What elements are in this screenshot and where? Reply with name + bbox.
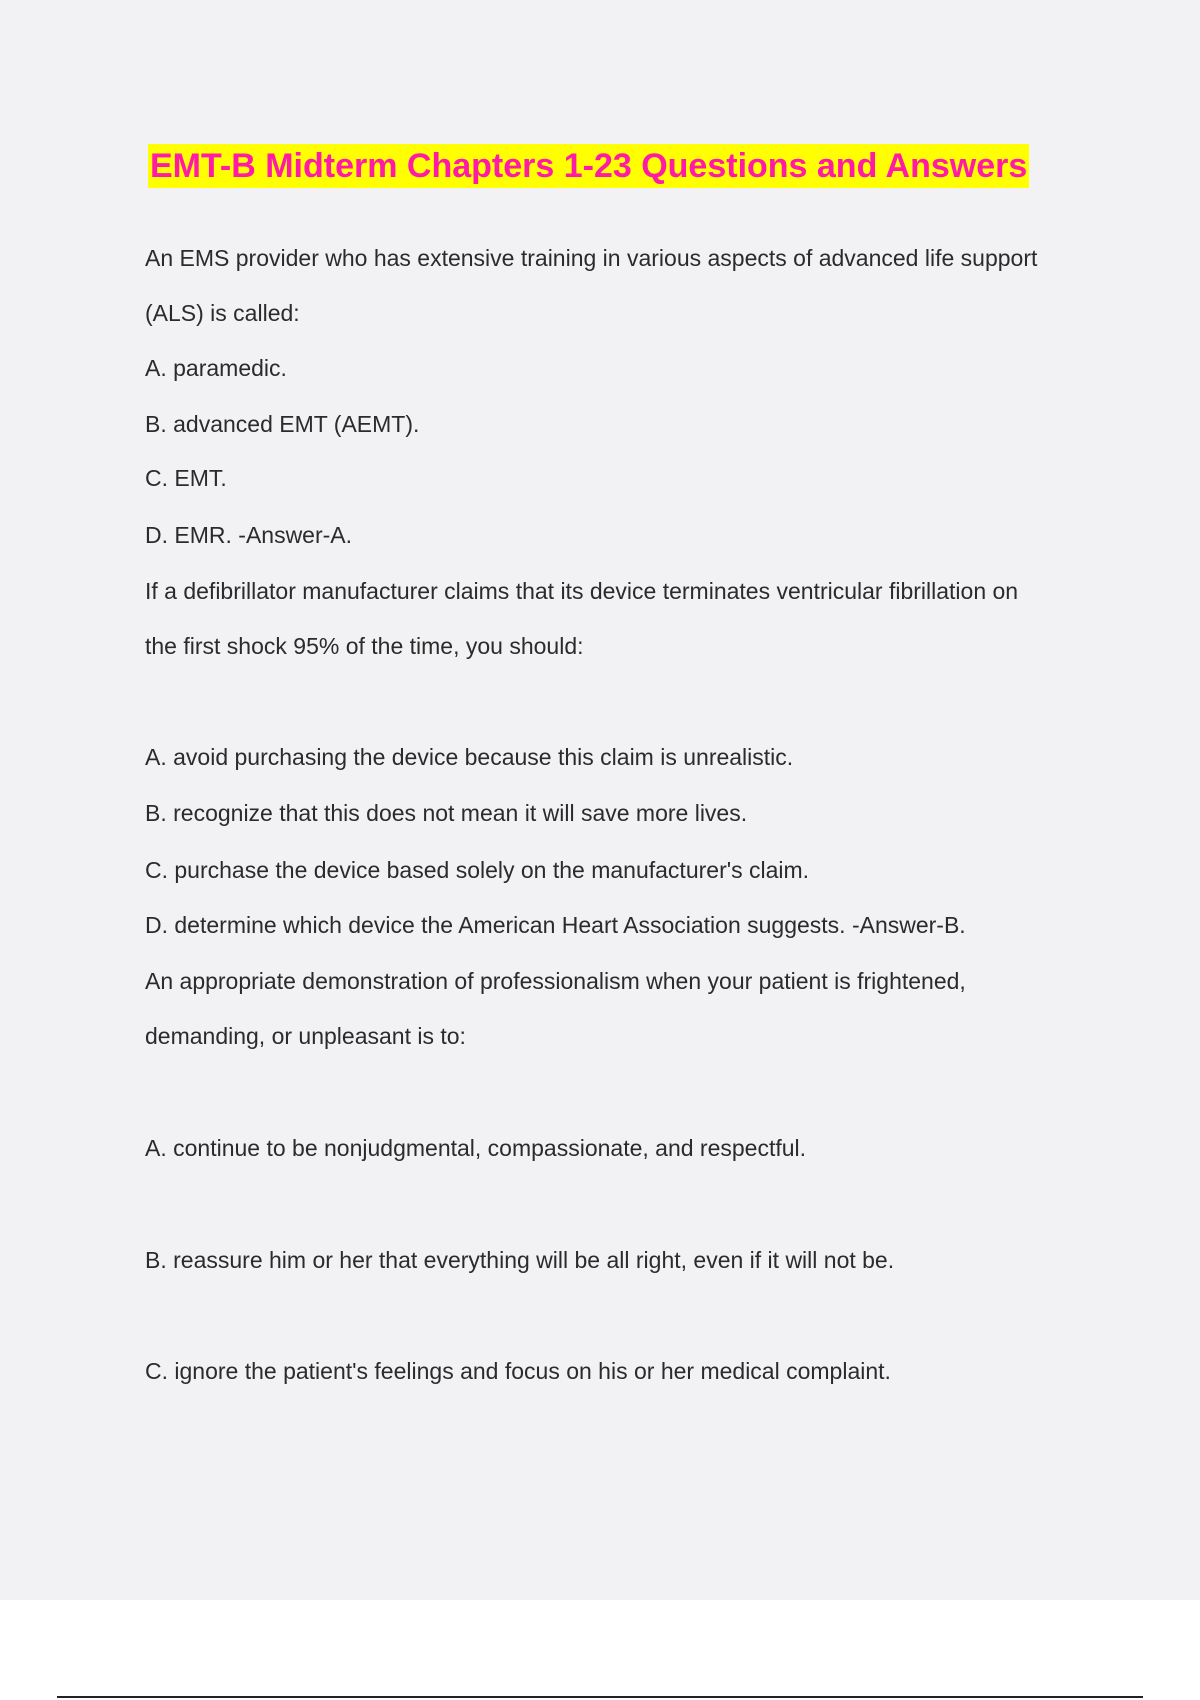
q2-option-b: B. recognize that this does not mean it will save more lives. bbox=[145, 800, 748, 826]
q3-option-c: C. ignore the patient's feelings and focus on his or her medical complaint. bbox=[145, 1358, 891, 1384]
q1-stem-line-1: An EMS provider who has extensive training in various aspects of advanced life support bbox=[145, 245, 1038, 271]
q3-stem-line-1: An appropriate demonstration of professionalism when your patient is frightened, bbox=[145, 968, 966, 994]
footer-divider bbox=[57, 1696, 1143, 1698]
q1-option-a: A. paramedic. bbox=[145, 355, 287, 381]
q3-option-b: B. reassure him or her that everything will be all right, even if it will not be. bbox=[145, 1247, 895, 1273]
q2-option-c: C. purchase the device based solely on the manufacturer's claim. bbox=[145, 857, 810, 883]
q3-option-a: A. continue to be nonjudgmental, compassionate, and respectful. bbox=[145, 1135, 807, 1161]
q1-option-c: C. EMT. bbox=[145, 465, 227, 491]
q3-stem-line-2: demanding, or unpleasant is to: bbox=[145, 1023, 466, 1049]
q2-stem-line-2: the first shock 95% of the time, you should: bbox=[145, 633, 584, 659]
q1-option-b: B. advanced EMT (AEMT). bbox=[145, 411, 420, 437]
document-title: EMT-B Midterm Chapters 1-23 Questions and Answers bbox=[148, 144, 1029, 188]
q2-option-d-answer: D. determine which device the American Heart Association suggests. -Answer-B. bbox=[145, 912, 966, 938]
title-wrap bbox=[148, 144, 1029, 188]
q2-stem-line-1: If a defibrillator manufacturer claims that its device terminates ventricular fibrillation on bbox=[145, 578, 1019, 604]
q1-option-d-answer: D. EMR. -Answer-A. bbox=[145, 522, 353, 548]
q2-option-a: A. avoid purchasing the device because this claim is unrealistic. bbox=[145, 744, 794, 770]
q1-stem-line-2: (ALS) is called: bbox=[145, 300, 300, 326]
